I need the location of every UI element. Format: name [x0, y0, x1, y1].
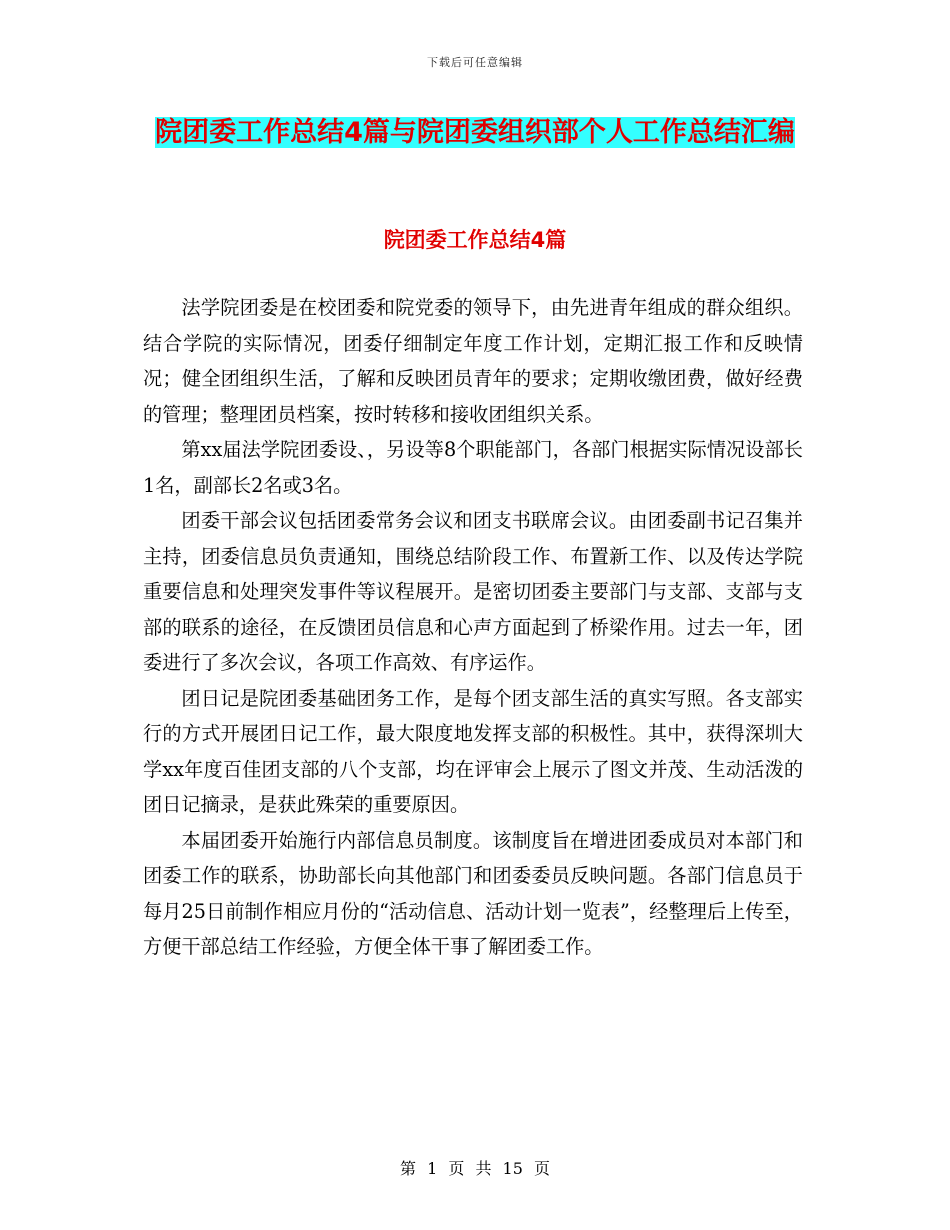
document-body: [143, 290, 803, 965]
document-title-text: 院团委工作总结4篇与院团委组织部个人工作总结汇编: [155, 117, 795, 148]
paragraph: 第xx届法学院团委设、，另设等8个职能部门，各部门根据实际情况设部长1名，副部长2名或3名。: [143, 438, 803, 497]
header-note: 下载后可任意编辑: [427, 56, 523, 69]
page-footer: 第 1 页 共 15 页: [400, 1159, 550, 1178]
paragraph: 本届团委开始施行内部信息员制度。该制度旨在增进团委成员对本部门和团委工作的联系，协助部长向其他部门和团委委员反映问题。各部门信息员于每月25日前制作相应月份的“活动信息、活动计划一览表”，经整理后上传至，方便干部总结工作经验，方便全体干事了解团委工作。: [143, 828, 803, 958]
paragraph: 法学院团委是在校团委和院党委的领导下，由先进青年组成的群众组织。结合学院的实际情况，团委仔细制定年度工作计划，定期汇报工作和反映情况；健全团组织生活，了解和反映团员青年的要求；定期收缴团费，做好经费的管理；整理团员档案，按时转移和接收团组织关系。: [143, 296, 803, 426]
document-title: [140, 108, 810, 158]
paragraph: 团日记是院团委基础团务工作，是每个团支部生活的真实写照。各支部实行的方式开展团日记工作，最大限度地发挥支部的积极性。其中，获得深圳大学xx年度百佳团支部的八个支部，均在评审会上展示了图文并茂、生动活泼的团日记摘录，是获此殊荣的重要原因。: [143, 686, 803, 816]
section-title: 院团委工作总结4篇: [383, 228, 567, 252]
paragraph: 团委干部会议包括团委常务会议和团支书联席会议。由团委副书记召集并主持，团委信息员负责通知，围绕总结阶段工作、布置新工作、以及传达学院重要信息和处理突发事件等议程展开。是密切团委主要部门与支部、支部与支部的联系的途径，在反馈团员信息和心声方面起到了桥梁作用。过去一年，团委进行了多次会议，各项工作高效、有序运作。: [143, 509, 803, 674]
